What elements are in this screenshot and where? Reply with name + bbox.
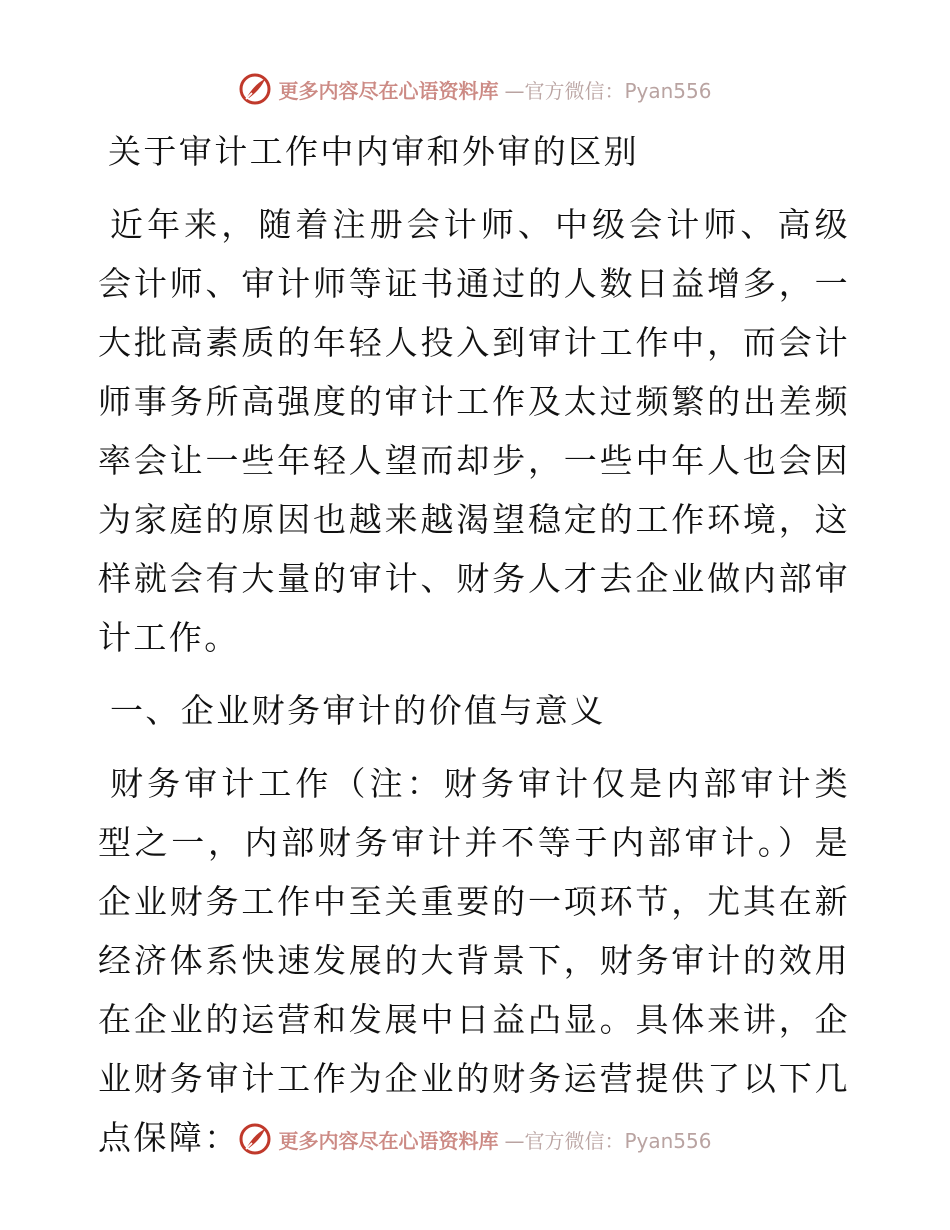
footer-watermark: [0, 1122, 950, 1156]
paragraph-section-1: 财务审计工作（注：财务审计仅是内部审计类型之一，内部财务审计并不等于内部审计。）是企业财务工作中至关重要的一项环节，尤其在新经济体系快速发展的大背景下，财务审计的效用在企业的运营和发展中日益凸显。具体来讲，企业财务审计工作为企业的财务运营提供了以下几点保障：: [98, 764, 850, 1157]
watermark-contact-text: —官方微信：Pyan556: [504, 78, 712, 103]
section-heading: 一、企业财务审计的价值与意义: [110, 691, 606, 730]
document-title: 关于审计工作中内审和外审的区别: [108, 132, 639, 171]
paragraph-intro: 近年来，随着注册会计师、中级会计师、高级会计师、审计师等证书通过的人数日益增多，一大批高素质的年轻人投入到审计工作中，而会计师事务所高强度的审计工作及太过频繁的出差频率会让一些年轻人望而却步，一些中年人也会因为家庭的原因也越来越渴望稳定的工作环境，这样就会有大量的审计、财务人才去企业做内部审计工作。: [98, 205, 850, 657]
header-watermark: [0, 72, 950, 106]
document-body: [98, 122, 850, 1167]
watermark-contact-text: —官方微信：Pyan556: [504, 1128, 712, 1153]
watermark-brand-text: 更多内容尽在心语资料库: [278, 78, 499, 103]
watermark-brand-text: 更多内容尽在心语资料库: [278, 1128, 499, 1153]
feather-pen-logo-icon: [238, 72, 272, 106]
feather-pen-logo-icon: [238, 1122, 272, 1156]
